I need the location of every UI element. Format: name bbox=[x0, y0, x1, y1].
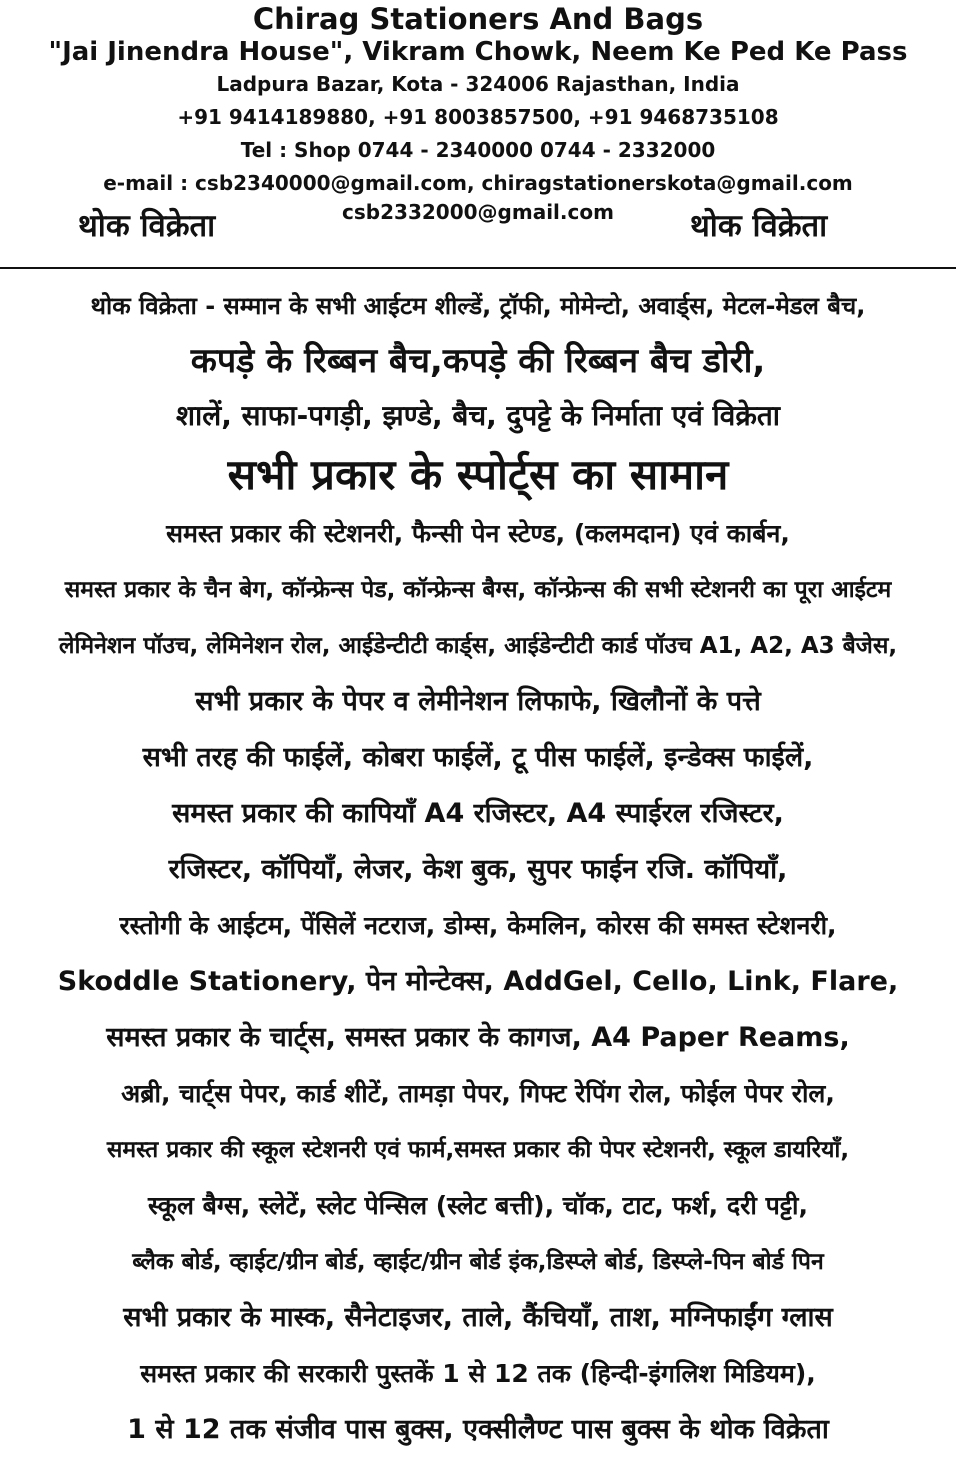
shop-name: Chirag Stationers And Bags bbox=[252, 2, 704, 36]
phone-numbers: +91 9414189880, +91 8003857500, +91 9468735108 bbox=[177, 105, 779, 129]
product-line-4: सभी प्रकार के स्पोर्ट्स का सामान bbox=[227, 450, 729, 499]
product-line-5: समस्त प्रकार की स्टेशनरी, फैन्सी पेन स्टेण्ड, (कलमदान) एवं कार्बन, bbox=[166, 519, 790, 548]
product-line-13: Skoddle Stationery, पेन मोन्टेक्स, AddGel, Cello, Link, Flare, bbox=[57, 966, 899, 997]
address-line-2: Ladpura Bazar, Kota - 324006 Rajasthan, India bbox=[216, 72, 740, 96]
product-line-16: समस्त प्रकार की स्कूल स्टेशनरी एवं फार्म,समस्त प्रकार की पेपर स्टेशनरी, स्कूल डायरियाँ, bbox=[106, 1137, 850, 1163]
product-line-19: सभी प्रकार के मास्क, सैनेटाइजर, ताले, कैंचियाँ, ताश, मग्निफाईंग ग्लास bbox=[123, 1302, 833, 1333]
product-line-21: 1 से 12 तक संजीव पास बुक्स, एक्सीलैण्ट पास बुक्स के थोक विक्रेता bbox=[127, 1414, 829, 1445]
address-line-1: "Jai Jinendra House", Vikram Chowk, Neem Ke Ped Ke Pass bbox=[48, 37, 908, 67]
product-line-11: रजिस्टर, कॉपियाँ, लेजर, केश बुक, सुपर फाईन रजि. कॉपियाँ, bbox=[168, 854, 788, 885]
product-line-10: समस्त प्रकार की कापियाँ A4 रजिस्टर, A4 स्पाईरल रजिस्टर, bbox=[172, 798, 784, 829]
product-line-18: ब्लैक बोर्ड, व्हाईट/ग्रीन बोर्ड, व्हाईट/ग्रीन बोर्ड इंक,डिस्प्ले बोर्ड, डिस्प्ले-पिन बोर्ड पिन bbox=[132, 1249, 824, 1275]
product-line-20: समस्त प्रकार की सरकारी पुस्तकें 1 से 12 तक (हिन्दी-इंगलिश मिडियम), bbox=[140, 1359, 816, 1388]
product-line-1: थोक विक्रेता - सम्मान के सभी आईटम शील्डें, ट्रॉफी, मोमेन्टो, अवार्ड्स, मेटल-मेडल बैच, bbox=[90, 292, 866, 320]
header bbox=[0, 0, 956, 244]
wholesaler-tag-left: थोक विक्रेता bbox=[78, 208, 216, 244]
header-divider bbox=[0, 267, 956, 269]
product-line-15: अब्री, चार्ट्स पेपर, कार्ड शीटें, तामड़ा पेपर, गिफ्ट रेपिंग रोल, फोईल पेपर रोल, bbox=[121, 1079, 835, 1108]
product-line-3: शालें, साफा-पगड़ी, झण्डे, बैच, दुपट्टे के निर्माता एवं विक्रेता bbox=[175, 399, 781, 432]
tag-row bbox=[0, 200, 956, 244]
product-line-17: स्कूल बैग्स, स्लेटें, स्लेट पेन्सिल (स्लेट बत्ती), चॉक, टाट, फर्श, दरी पट्टी, bbox=[148, 1191, 808, 1220]
product-line-7: लेमिनेशन पॉउच, लेमिनेशन रोल, आईडेन्टीटी कार्ड्स, आईडेन्टीटी कार्ड पॉउच A1, A2, A3 बैजेस, bbox=[58, 633, 898, 659]
telephone-line: Tel : Shop 0744 - 2340000 0744 - 2332000 bbox=[240, 138, 716, 162]
product-line-14: समस्त प्रकार के चार्ट्स, समस्त प्रकार के कागज, A4 Paper Reams, bbox=[106, 1022, 850, 1053]
product-line-9: सभी तरह की फाईलें, कोबरा फाईलें, टू पीस फाईलें, इन्डेक्स फाईलें, bbox=[142, 742, 814, 773]
email-line: e-mail : csb2340000@gmail.com, chiragstationerskota@gmail.com bbox=[103, 171, 853, 195]
product-line-2: कपड़े के रिब्बन बैच,कपड़े की रिब्बन बैच डोरी, bbox=[190, 341, 766, 381]
wholesaler-tag-right: थोक विक्रेता bbox=[690, 208, 828, 244]
product-line-8: सभी प्रकार के पेपर व लेमीनेशन लिफाफे, खिलौनों के पत्ते bbox=[195, 686, 761, 717]
email-extra: csb2332000@gmail.com bbox=[342, 200, 614, 224]
product-list bbox=[0, 278, 956, 1458]
product-line-12: रस्तोगी के आईटम, पेंसिलें नटराज, डोम्स, केमलिन, कोरस की समस्त स्टेशनरी, bbox=[119, 911, 837, 940]
product-line-6: समस्त प्रकार के चैन बेग, कॉन्फ्रेन्स पेड, कॉन्फ्रेन्स बैग्स, कॉन्फ्रेन्स की सभी स्टेशनरी का पूरा आईटम bbox=[64, 577, 892, 603]
